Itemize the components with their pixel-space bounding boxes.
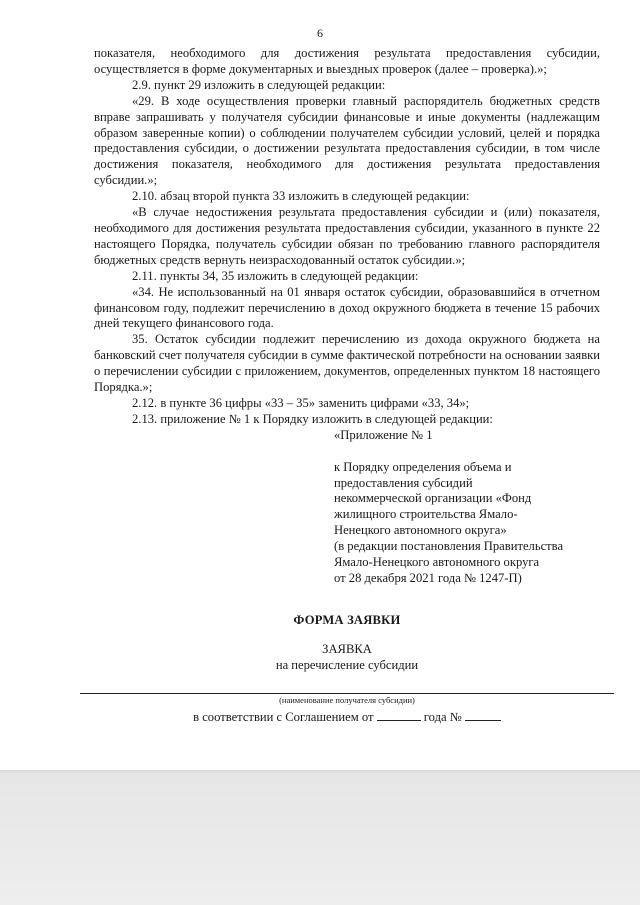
agreement-prefix: в соответствии с Соглашением от	[193, 709, 374, 724]
agreement-line	[94, 709, 600, 726]
appendix-line: жилищного строительства Ямало-	[334, 507, 518, 522]
appendix-line: некоммерческой организации «Фонд	[334, 491, 532, 506]
appendix-line: Ямало-Ненецкого автономного округа	[334, 555, 540, 570]
paragraph: 2.13. приложение № 1 к Порядку изложить в следующей редакции:	[132, 411, 493, 426]
appendix-line: к Порядку определения объема и	[334, 459, 512, 474]
paragraph: «В случае недостижения результата предоставления субсидии и (или) показателя, необходимого для достижения результата предоставления субсидии, указанного в пункте 22 настоящего Порядка, получатель субсидии обязан по требованию главного распорядителя бюджетных средств вернуть неизрасходованный остаток субсидии.»;	[94, 205, 600, 267]
paragraph: 2.10. абзац второй пункта 33 изложить в следующей редакции:	[132, 189, 470, 204]
paragraph: показателя, необходимого для достижения результата предоставления субсидии, осуществляется в форме документарных и выездных проверок (далее – проверка).»;	[94, 46, 600, 76]
scan-background	[0, 770, 640, 905]
recipient-name-line	[80, 687, 614, 694]
form-title: ФОРМА ЗАЯВКИ	[293, 612, 401, 627]
form-heading: ЗАЯВКА	[322, 641, 372, 656]
paragraph: 2.9. пункт 29 изложить в следующей редакции:	[132, 77, 386, 92]
agreement-date-blank	[377, 709, 421, 721]
appendix-line: от 28 декабря 2021 года № 1247-П)	[334, 571, 522, 585]
form-subheading: на перечисление субсидии	[275, 657, 419, 672]
appendix-line: Ненецкого автономного округа»	[334, 523, 507, 538]
paragraph: 2.11. пункты 34, 35 изложить в следующей редакции:	[132, 268, 419, 283]
document-body	[94, 46, 600, 726]
paragraph: «34. Не использованный на 01 января остаток субсидии, образовавшийся в отчетном финансовом году, подлежит перечислению в доход окружного бюджета в течение 15 рабочих дней текущего финансового года.	[94, 284, 600, 331]
agreement-number-blank	[465, 709, 501, 721]
agreement-middle: года №	[423, 709, 462, 724]
paragraph: «29. В ходе осуществления проверки главный распорядитель бюджетных средств вправе запрашивать у получателя субсидии финансовые и иные документы (надлежащим образом заверенные копии) о соблюдении получателем субсидии условий, целей и порядка предоставления субсидии, о достижении результата предоставления субсидии, в том числе достижения показателя, необходимого для достижения результата предоставления субсидии.»;	[94, 93, 600, 188]
paragraph: 35. Остаток субсидии подлежит перечислению из дохода окружного бюджета на банковский счет получателя субсидии в сумме фактической потребности на основании заявки о перечислении субсидии с приложением, документов, определенных пунктом 18 настоящего Порядка.»;	[94, 332, 600, 395]
appendix-line: предоставления субсидий	[334, 475, 473, 490]
appendix-title: «Приложение № 1	[334, 427, 433, 442]
recipient-name-caption: (наименование получателя субсидии)	[279, 694, 415, 705]
appendix-header	[94, 428, 600, 587]
appendix-line: (в редакции постановления Правительства	[334, 539, 564, 554]
paragraph: 2.12. в пункте 36 цифры «33 – 35» заменить цифрами «33, 34»;	[132, 395, 470, 410]
page-number: 6	[317, 26, 323, 40]
